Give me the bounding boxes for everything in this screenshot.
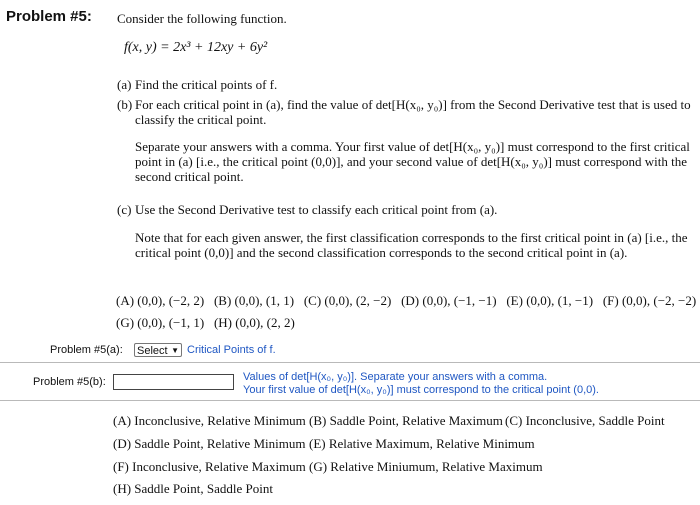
choices-a-line1: (A) (0,0), (−2, 2) (B) (0,0), (1, 1) (C) (0,0), (2, −2) (D) (0,0), (−1, −1) (E) (0,0), (1, −1) (F) (0,0), (−2, −2)	[116, 293, 697, 308]
critical-points-select[interactable]	[134, 343, 182, 357]
part-c-label: (c)	[117, 202, 132, 217]
choice-c-F: (F) Inconclusive, Relative Maximum	[113, 459, 306, 474]
part-a-text: Find the critical points of f.	[135, 77, 278, 92]
part-b-label: (b)	[117, 97, 133, 112]
part-b-note-line1: Separate your answers with a comma. Your first value of det[H(x₀, y₀)] must correspond to the first critical	[135, 139, 690, 154]
answer-5a-label: Problem #5(a):	[50, 344, 123, 356]
choice-c-C: (C) Inconclusive, Saddle Point	[505, 413, 665, 428]
answer-5a-hint: Critical Points of f.	[187, 344, 276, 356]
part-a-label: (a)	[117, 77, 132, 92]
problem-intro: Consider the following function.	[117, 11, 287, 26]
chevron-down-icon: ▼	[171, 346, 179, 355]
part-c-text: Use the Second Derivative test to classify each critical point from (a).	[135, 202, 498, 217]
choices-a-line2: (G) (0,0), (−1, 1) (H) (0,0), (2, 2)	[116, 315, 295, 330]
choice-c-D: (D) Saddle Point, Relative Minimum	[113, 436, 306, 451]
part-b-note-line3: second critical point.	[135, 169, 244, 184]
part-b-line2: classify the critical point.	[135, 112, 267, 127]
choice-c-B: (B) Saddle Point, Relative Maximum	[309, 413, 503, 428]
part-c-note-line2: critical point (0,0)] and the second classification corresponds to the second critical point in (a).	[135, 245, 628, 260]
choice-c-E: (E) Relative Maximum, Relative Minimum	[309, 436, 535, 451]
divider-bottom	[0, 400, 700, 401]
choice-c-A: (A) Inconclusive, Relative Minimum	[113, 413, 306, 428]
function-formula: f(x, y) = 2x³ + 12xy + 6y²	[124, 40, 268, 55]
problem-label: Problem #5:	[6, 8, 92, 25]
divider-top	[0, 362, 700, 363]
det-values-input[interactable]	[113, 374, 234, 390]
part-b-note-line2: point in (a) [i.e., the critical point (0,0)], and your second value of det[H(x₀, y₀)] must correspond with the	[135, 154, 688, 169]
answer-5b-label: Problem #5(b):	[33, 376, 106, 388]
part-b-line1: For each critical point in (a), find the value of det[H(x₀, y₀)] from the Second Derivative test that is used to	[135, 97, 691, 112]
choice-c-G: (G) Relative Miniumum, Relative Maximum	[309, 459, 543, 474]
part-c-note-line1: Note that for each given answer, the first classification corresponds to the first critical point in (a) [i.e., the	[135, 230, 688, 245]
choice-c-H: (H) Saddle Point, Saddle Point	[113, 481, 273, 496]
answer-5b-hint-line1: Values of det[H(x₀, y₀)]. Separate your answers with a comma.	[243, 371, 548, 383]
select-value: Select	[137, 345, 168, 357]
answer-5b-hint-line2: Your first value of det[H(x₀, y₀)] must correspond to the critical point (0,0).	[243, 384, 599, 396]
